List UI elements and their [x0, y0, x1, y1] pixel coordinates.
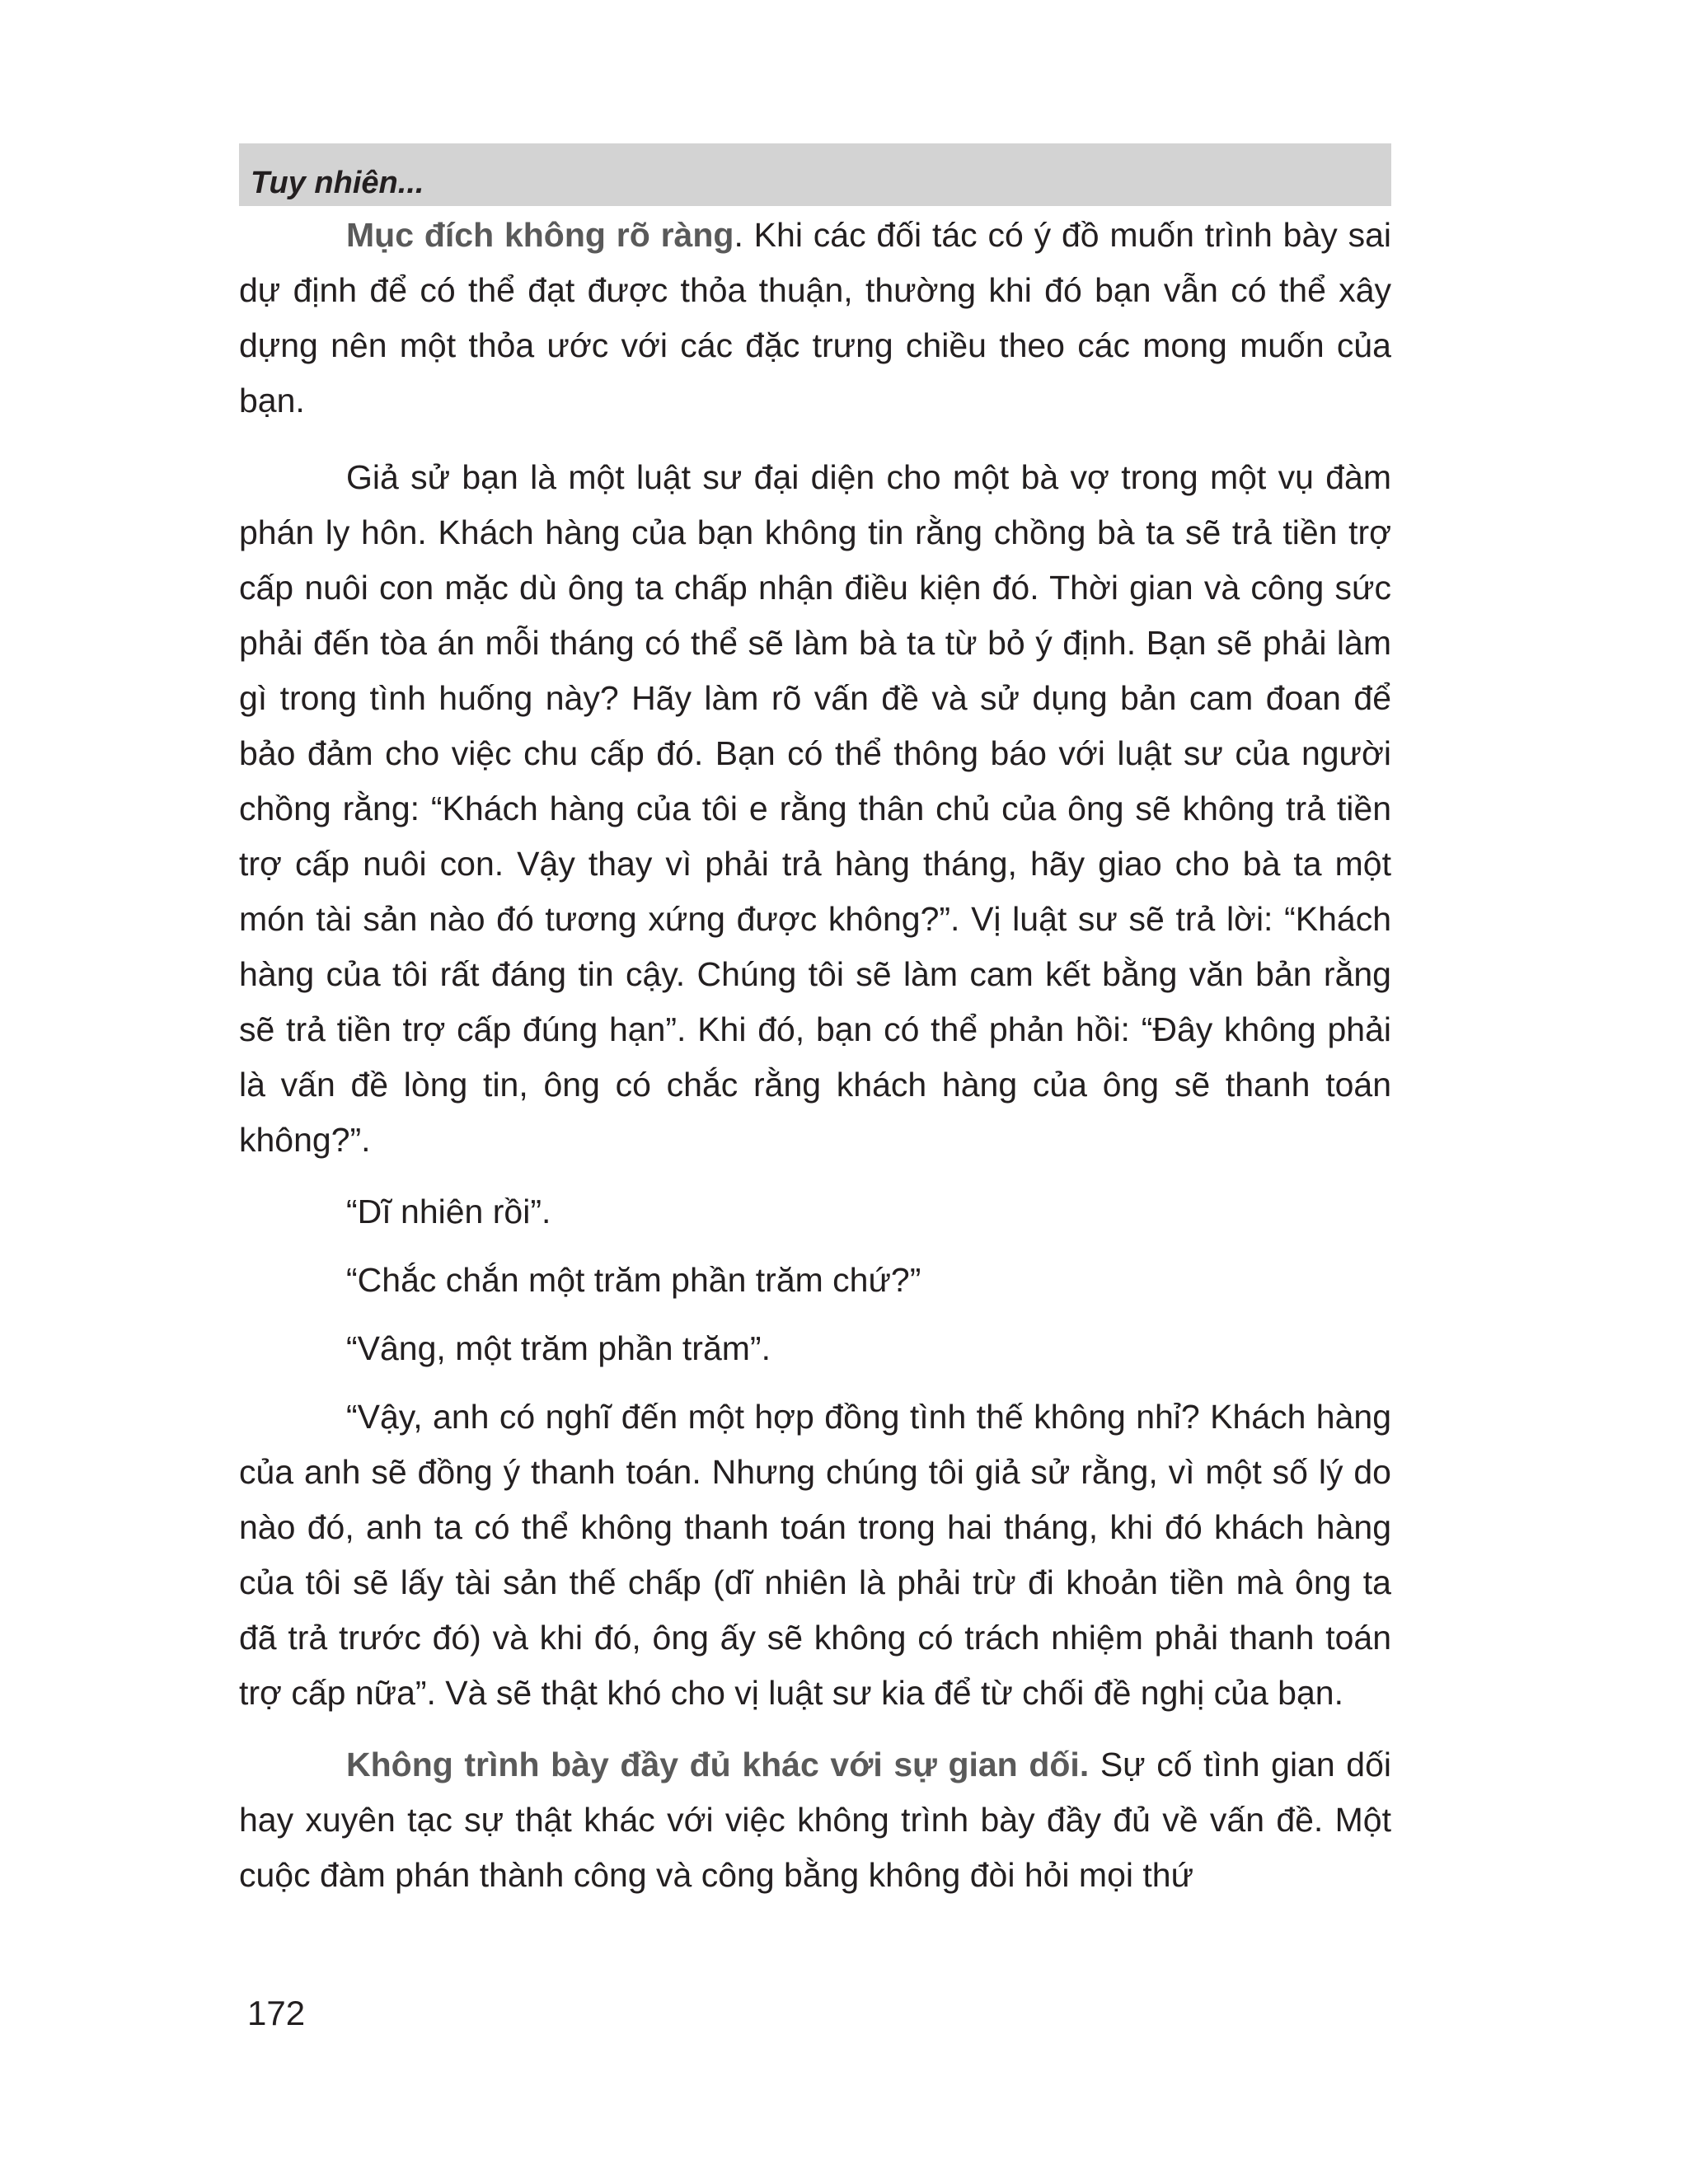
- paragraph-text: Sự cố tình gian dối hay xuyên tạc sự thật khác với việc không trình bày đầy đủ về vấn đề. Một cuộc đàm phán thành công và công bằng không đòi hỏi mọi thứ: [239, 1746, 1391, 1894]
- dialogue-line: “Dĩ nhiên rồi”.: [346, 1193, 551, 1230]
- paragraph-lead-heading: Không trình bày đầy đủ khác với sự gian dối.: [346, 1746, 1090, 1783]
- paragraph-text: . Khi các đối tác có ý đồ muốn trình bày sai dự định để có thể đạt được thỏa thuận, thường khi đó bạn vẫn có thể xây dựng nên một thỏa ước với các đặc trưng chiều theo các mong muốn của bạn.: [239, 216, 1391, 419]
- section-header-title: Tuy nhiên...: [251, 166, 424, 200]
- paragraph-divorce-example: [239, 450, 1391, 1168]
- body-text: [239, 208, 1391, 1916]
- paragraph-unclear-purpose: [239, 208, 1391, 429]
- dialogue-line: “Chắc chắn một trăm phần trăm chứ?”: [346, 1261, 921, 1299]
- paragraph-lead-heading: Mục đích không rõ ràng: [346, 216, 734, 254]
- paragraph-not-full-disclosure: [239, 1737, 1391, 1903]
- section-header-bar: [239, 143, 1391, 206]
- dialogue-line: “Vâng, một trăm phần trăm”.: [346, 1329, 771, 1367]
- page-number: 172: [247, 1994, 306, 2032]
- paragraph-contingent-contract: [239, 1390, 1391, 1721]
- paragraph-text: “Vậy, anh có nghĩ đến một hợp đồng tình thế không nhỉ? Khách hàng của anh sẽ đồng ý thanh toán. Nhưng chúng tôi giả sử rằng, vì một số lý do nào đó, anh ta có thể không thanh toán trong hai tháng, khi đó khách hàng của tôi sẽ lấy tài sản thế chấp (dĩ nhiên là phải trừ đi khoản tiền mà ông ta đã trả trước đó) và khi đó, ông ấy sẽ không có trách nhiệm phải thanh toán trợ cấp nữa”. Và sẽ thật khó cho vị luật sư kia để từ chối đề nghị của bạn.: [239, 1398, 1391, 1712]
- paragraph-text: Giả sử bạn là một luật sư đại diện cho một bà vợ trong một vụ đàm phán ly hôn. Khách hàng của bạn không tin rằng chồng bà ta sẽ trả tiền trợ cấp nuôi con mặc dù ông ta chấp nhận điều kiện đó. Thời gian và công sức phải đến tòa án mỗi tháng có thể sẽ làm bà ta từ bỏ ý định. Bạn sẽ phải làm gì trong tình huống này? Hãy làm rõ vấn đề và sử dụng bản cam đoan để bảo đảm cho việc chu cấp đó. Bạn có thể thông báo với luật sư của người chồng rằng: “Khách hàng của tôi e rằng thân chủ của ông sẽ không trả tiền trợ cấp nuôi con. Vậy thay vì phải trả hàng tháng, hãy giao cho bà ta một món tài sản nào đó tương xứng được không?”. Vị luật sư sẽ trả lời: “Khách hàng của tôi rất đáng tin cậy. Chúng tôi sẽ làm cam kết bằng văn bản rằng sẽ trả tiền trợ cấp đúng hạn”. Khi đó, bạn có thể phản hồi: “Đây không phải là vấn đề lòng tin, ông có chắc rằng khách hàng của ông sẽ thanh toán không?”.: [239, 458, 1391, 1159]
